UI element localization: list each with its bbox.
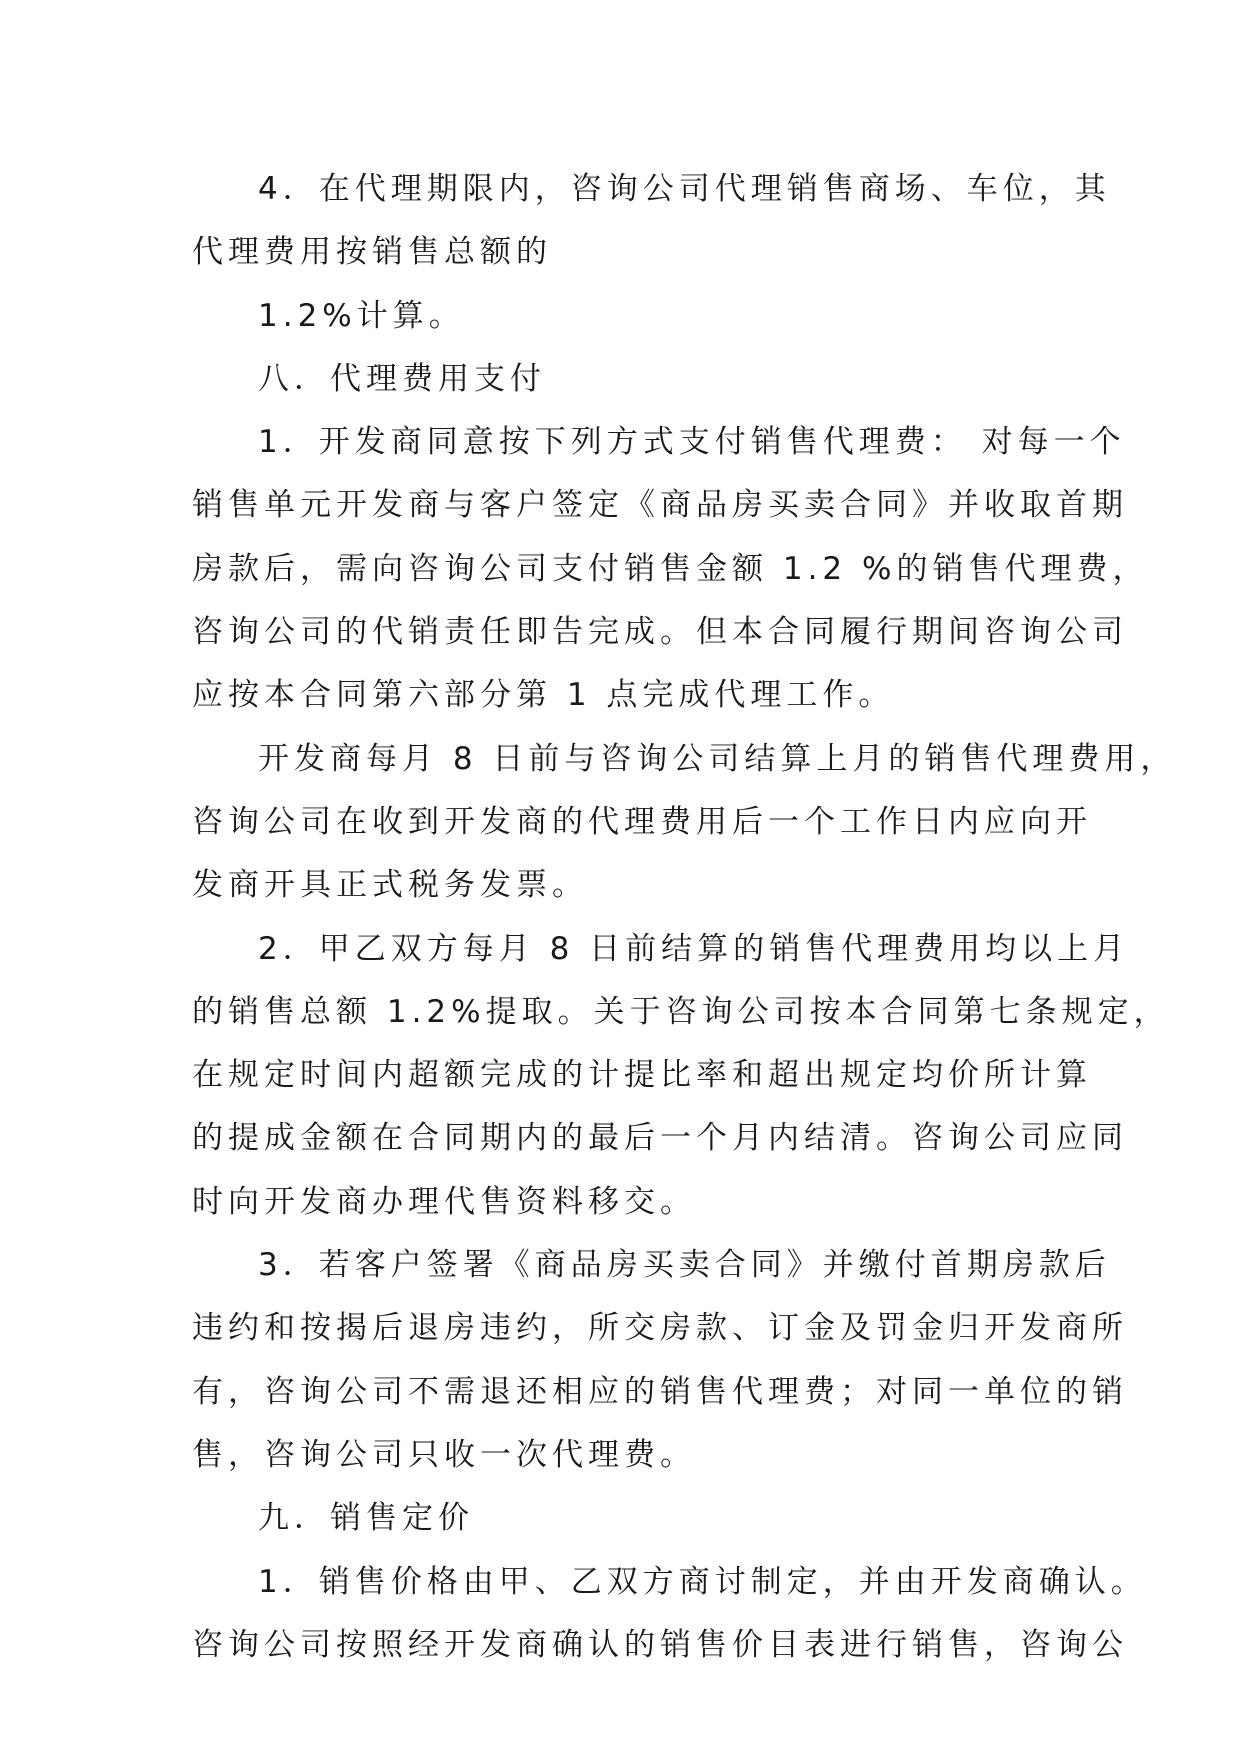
text-line: 代理费用按销售总额的	[192, 234, 552, 271]
text-line: 的提成金额在合同期内的最后一个月内结清。咨询公司应同	[192, 1120, 1128, 1157]
text-line: 在规定时间内超额完成的计提比率和超出规定均价所计算	[192, 1057, 1092, 1094]
text-line: 房款后，需向咨询公司支付销售金额 1.2 %的销售代理费，	[192, 550, 1149, 587]
document-body	[192, 158, 1177, 1677]
text-line: 有，咨询公司不需退还相应的销售代理费；对同一单位的销	[192, 1373, 1128, 1410]
text-line: 售，咨询公司只收一次代理费。	[192, 1436, 696, 1473]
text-line: 咨询公司按照经开发商确认的销售价目表进行销售，咨询公	[192, 1626, 1128, 1663]
text-line: 3．若客户签署《商品房买卖合同》并缴付首期房款后	[258, 1247, 1111, 1284]
text-line: 时向开发商办理代售资料移交。	[192, 1183, 696, 1220]
text-line: 销售单元开发商与客户签定《商品房买卖合同》并收取首期	[192, 487, 1128, 524]
text-line: 开发商每月 8 日前与咨询公司结算上月的销售代理费用，	[258, 740, 1177, 777]
text-line: 4．在代理期限内，咨询公司代理销售商场、车位，其	[258, 171, 1111, 207]
text-line: 1．销售价格由甲、乙双方商讨制定，并由开发商确认。	[258, 1563, 1147, 1600]
text-line: 1．开发商同意按下列方式支付销售代理费： 对每一个	[258, 424, 1126, 461]
text-line: 的销售总额 1.2%提取。关于咨询公司按本合同第七条规定，	[192, 993, 1170, 1030]
text-line: 发商开具正式税务发票。	[192, 867, 588, 904]
text-line: 2．甲乙双方每月 8 日前结算的销售代理费用均以上月	[258, 930, 1130, 967]
section-heading: 八．代理费用支付	[258, 360, 546, 397]
text-line: 违约和按揭后退房违约，所交房款、订金及罚金归开发商所	[192, 1310, 1128, 1347]
text-line: 1.2%计算。	[258, 297, 465, 334]
section-heading: 九．销售定价	[258, 1500, 474, 1537]
text-line: 咨询公司的代销责任即告完成。但本合同履行期间咨询公司	[192, 614, 1128, 651]
text-line: 咨询公司在收到开发商的代理费用后一个工作日内应向开	[192, 803, 1092, 840]
text-line: 应按本合同第六部分第 1 点完成代理工作。	[192, 677, 895, 714]
